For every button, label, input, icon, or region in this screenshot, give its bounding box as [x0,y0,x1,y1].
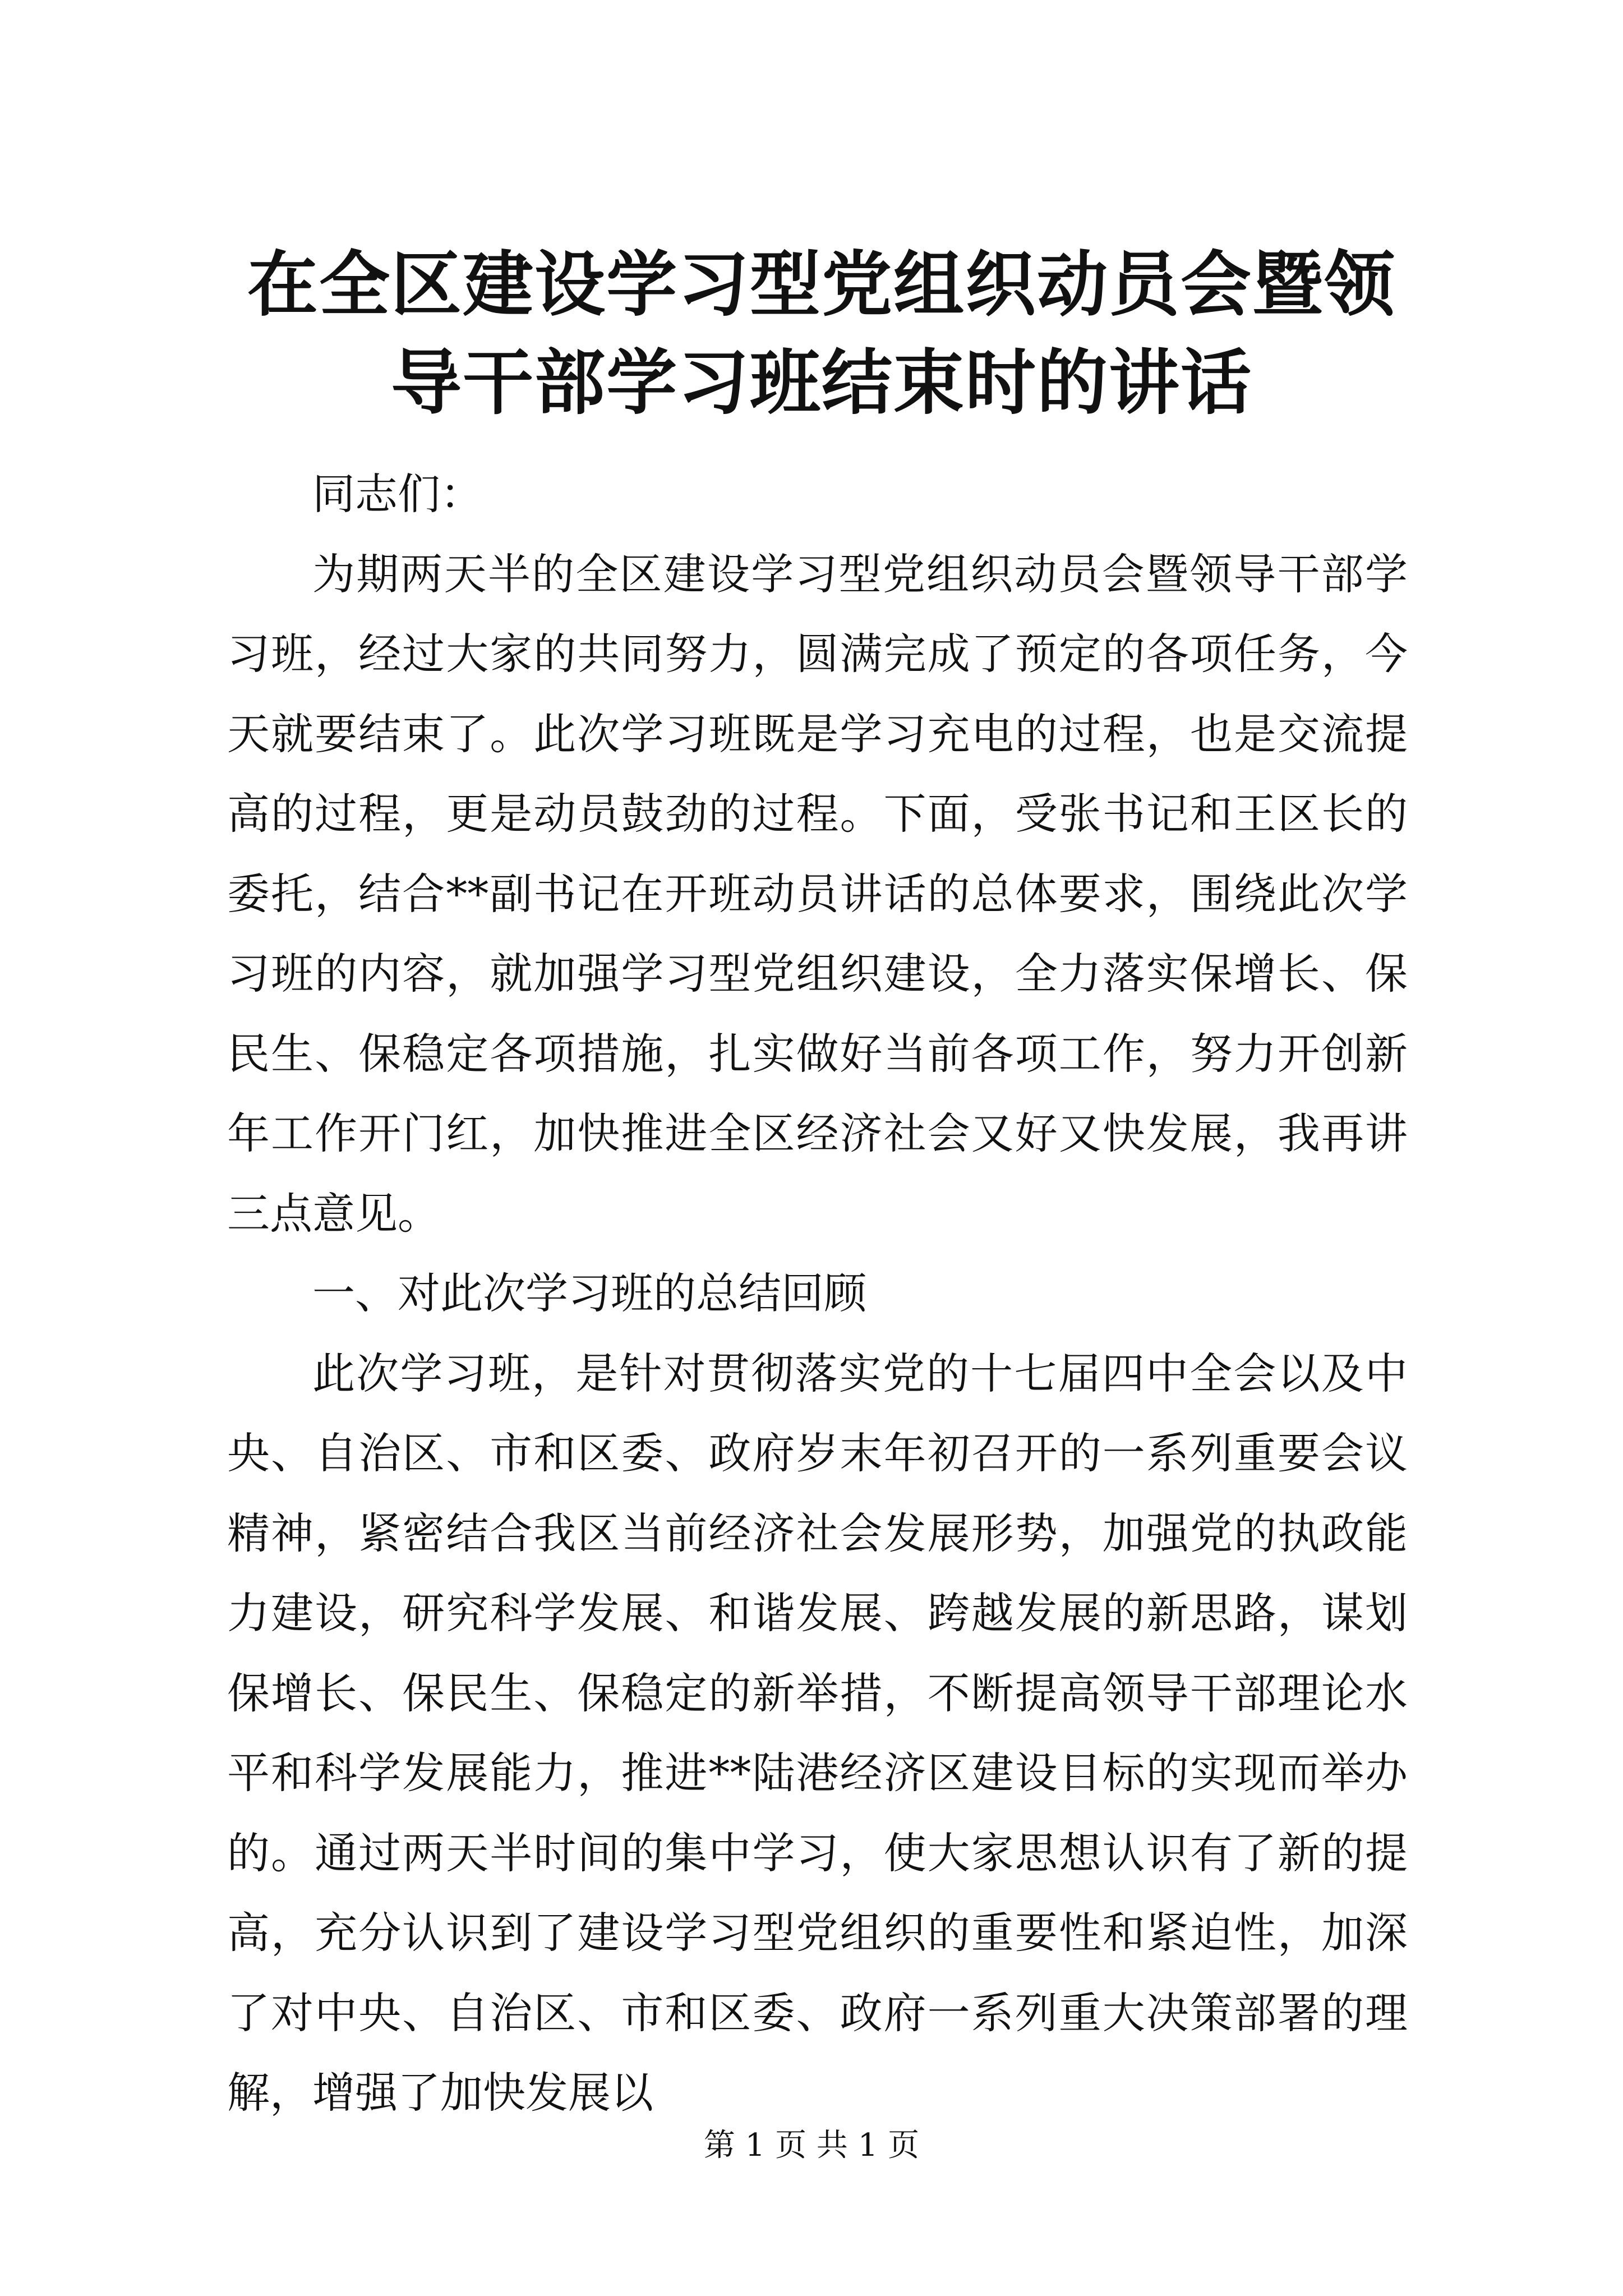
page-number-footer: 第 1 页 共 1 页 [703,2127,920,2164]
document-body [227,454,1408,2133]
section-heading-1: 一、对此次学习班的总结回顾 [312,1268,866,1318]
intro-paragraph: 为期两天半的全区建设学习型党组织动员会暨领导干部学习班，经过大家的共同努力，圆满完成了预定的各项任务，今天就要结束了。此次学习班既是学习充电的过程，也是交流提高的过程，更是动员鼓劲的过程。下面，受张书记和王区长的委托，结合**副书记在开班动员讲话的总体要求，围绕此次学习班的内容，就加强学习型党组织建设，全力落实保增长、保民生、保稳定各项措施，扎实做好当前各项工作，努力开创新年工作开门红，加快推进全区经济社会又好又快发展，我再讲三点意见。 [227,549,1408,1239]
document-title: 在全区建设学习型党组织动员会暨领导干部学习班结束时的讲话 [247,243,1396,424]
salutation-paragraph: 同志们： [312,469,483,519]
section-1-paragraph: 此次学习班，是针对贯彻落实党的十七届四中全会以及中央、自治区、市和区委、政府岁末年初召开的一系列重要会议精神，紧密结合我区当前经济社会发展形势，加强党的执政能力建设，研究科学发展、和谐发展、跨越发展的新思路，谋划保增长、保民生、保稳定的新举措，不断提高领导干部理论水平和科学发展能力，推进**陆港经济区建设目标的实现而举办的。通过两天半时间的集中学习，使大家思想认识有了新的提高，充分认识到了建设学习型党组织的重要性和紧迫性，加深了对中央、自治区、市和区委、政府一系列重大决策部署的理解，增强了加快发展以 [227,1348,1408,2118]
